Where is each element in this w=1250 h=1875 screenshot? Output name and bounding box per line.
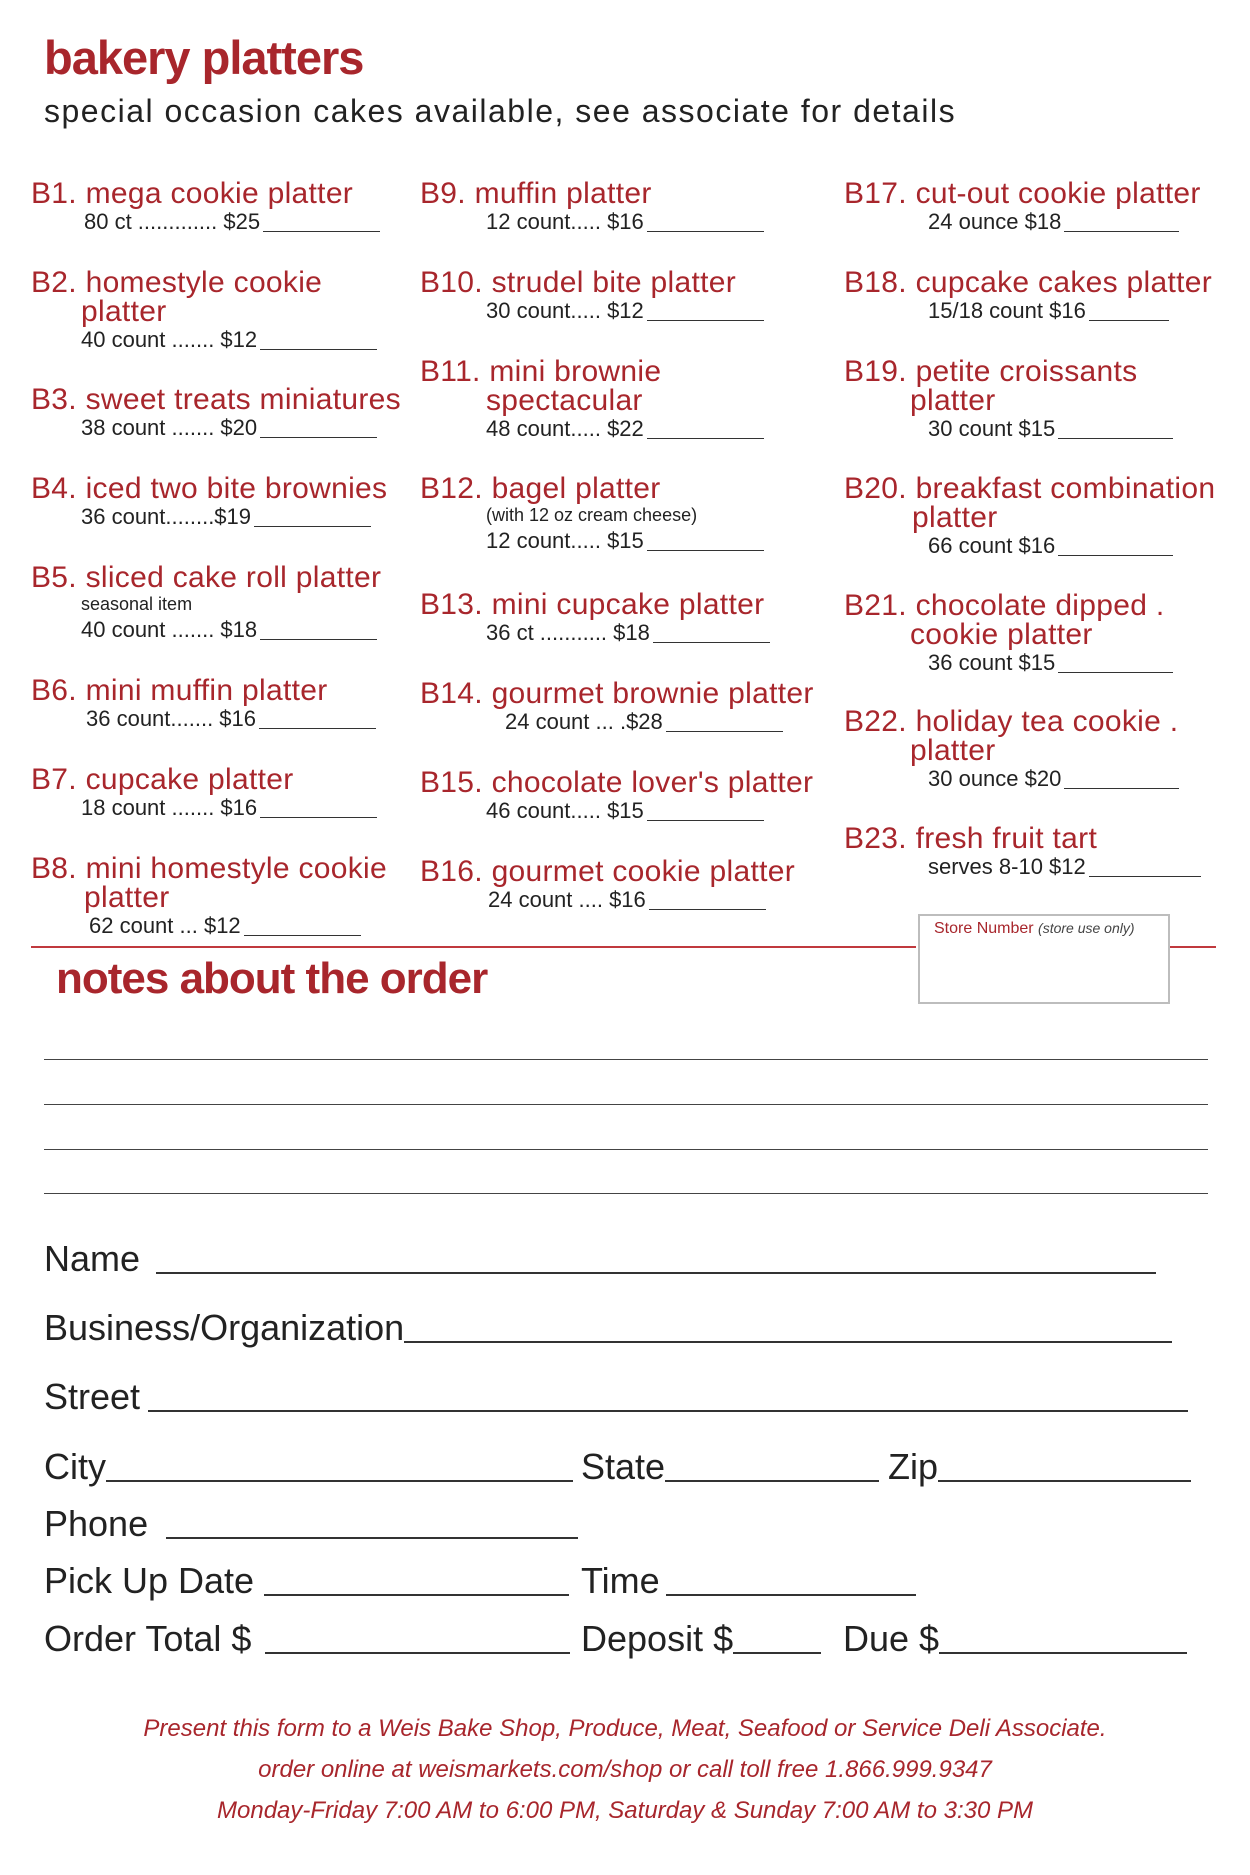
item-code: B1. bbox=[31, 177, 77, 210]
item-detail: 80 ct ............. $25 bbox=[84, 209, 261, 234]
platter-item-b6 bbox=[31, 676, 376, 733]
quantity-line[interactable] bbox=[647, 549, 764, 551]
item-label: mega cookie platter bbox=[85, 177, 354, 210]
platter-item-b13 bbox=[420, 590, 770, 647]
item-name bbox=[31, 179, 380, 208]
street-input-line[interactable] bbox=[148, 1410, 1188, 1412]
platter-item-b12 bbox=[420, 474, 764, 555]
quantity-line[interactable] bbox=[1089, 319, 1169, 321]
platter-item-b2 bbox=[31, 268, 377, 354]
item-label: cupcake cakes platter bbox=[915, 266, 1213, 299]
platter-item-b23 bbox=[844, 824, 1201, 881]
city-label: City bbox=[44, 1446, 106, 1487]
item-label: chocolate dipped . bbox=[915, 589, 1165, 622]
platter-item-b14 bbox=[420, 679, 814, 736]
pickup-date-label: Pick Up Date bbox=[44, 1560, 255, 1601]
item-code: B16. bbox=[420, 855, 483, 888]
name-field[interactable] bbox=[44, 1238, 1156, 1280]
item-code: B7. bbox=[31, 763, 77, 796]
item-code: B19. bbox=[844, 355, 907, 388]
item-label-cont: platter bbox=[912, 501, 998, 534]
name-row bbox=[44, 1232, 1187, 1280]
item-code: B2. bbox=[31, 266, 77, 299]
item-label-cont: platter bbox=[910, 384, 996, 417]
item-code: B14. bbox=[420, 677, 483, 710]
item-detail: 46 count..... $15 bbox=[486, 798, 644, 823]
platter-item-b8 bbox=[31, 854, 387, 940]
quantity-line[interactable] bbox=[653, 641, 770, 643]
state-input-line[interactable] bbox=[665, 1480, 879, 1482]
item-code: B18. bbox=[844, 266, 907, 299]
item-code: B4. bbox=[31, 472, 77, 505]
item-label: petite croissants bbox=[915, 355, 1138, 388]
phone-row bbox=[44, 1497, 1187, 1545]
item-label: mini homestyle cookie bbox=[85, 852, 387, 885]
time-field[interactable] bbox=[581, 1560, 916, 1602]
item-detail: 15/18 count $16 bbox=[928, 298, 1086, 323]
pickup-date-field[interactable] bbox=[44, 1560, 569, 1602]
pickup-row bbox=[44, 1554, 1187, 1602]
platter-item-b21 bbox=[844, 591, 1173, 677]
platter-item-b10 bbox=[420, 268, 764, 325]
quantity-line[interactable] bbox=[244, 934, 361, 936]
notes-line[interactable] bbox=[44, 1104, 1208, 1105]
quantity-line[interactable] bbox=[260, 348, 377, 350]
page-subtitle: special occasion cakes available, see associate for details bbox=[44, 93, 957, 129]
item-detail: 30 ounce $20 bbox=[928, 766, 1062, 791]
item-detail: 48 count..... $22 bbox=[486, 416, 644, 441]
platter-item-b3 bbox=[31, 385, 401, 442]
platter-item-b1 bbox=[31, 179, 380, 236]
item-code: B12. bbox=[420, 472, 483, 505]
item-code: B3. bbox=[31, 383, 77, 416]
item-label-cont: spectacular bbox=[486, 384, 643, 417]
quantity-line[interactable] bbox=[647, 819, 764, 821]
state-label: State bbox=[581, 1446, 666, 1487]
item-detail: 24 ounce $18 bbox=[928, 209, 1062, 234]
platter-item-b22 bbox=[844, 707, 1179, 793]
time-label: Time bbox=[581, 1560, 660, 1601]
quantity-line[interactable] bbox=[260, 436, 377, 438]
phone-label: Phone bbox=[44, 1503, 149, 1544]
business-label: Business/Organization bbox=[44, 1307, 405, 1348]
item-label: fresh fruit tart bbox=[915, 822, 1098, 855]
deposit-input-line[interactable] bbox=[733, 1652, 821, 1654]
item-detail: 36 ct ........... $18 bbox=[486, 620, 650, 645]
item-label-cont: platter bbox=[81, 295, 167, 328]
notes-line[interactable] bbox=[44, 1149, 1208, 1150]
state-field[interactable] bbox=[581, 1446, 879, 1488]
notes-title: notes about the order bbox=[56, 954, 488, 1003]
item-code: B6. bbox=[31, 674, 77, 707]
item-code: B5. bbox=[31, 561, 77, 594]
order-total-field[interactable] bbox=[44, 1618, 570, 1660]
platter-item-b9 bbox=[420, 179, 764, 236]
item-code: B10. bbox=[420, 266, 483, 299]
item-label: breakfast combination bbox=[915, 472, 1216, 505]
city-row bbox=[44, 1440, 1187, 1488]
item-code: B8. bbox=[31, 852, 77, 885]
name-label: Name bbox=[44, 1238, 141, 1279]
quantity-line[interactable] bbox=[1064, 230, 1179, 232]
quantity-line[interactable] bbox=[1058, 437, 1173, 439]
item-code: B15. bbox=[420, 766, 483, 799]
item-detail: 62 count ... $12 bbox=[89, 913, 241, 938]
item-detail: 30 count..... $12 bbox=[486, 298, 644, 323]
quantity-line[interactable] bbox=[647, 319, 764, 321]
item-detail: 18 count ....... $16 bbox=[81, 795, 258, 820]
platter-item-b16 bbox=[420, 857, 795, 914]
quantity-line[interactable] bbox=[1058, 554, 1173, 556]
time-input-line[interactable] bbox=[666, 1594, 916, 1596]
platter-item-b20 bbox=[844, 474, 1215, 560]
item-label: sweet treats miniatures bbox=[85, 383, 401, 416]
item-label: mini cupcake platter bbox=[491, 588, 765, 621]
item-label: cut-out cookie platter bbox=[915, 177, 1201, 210]
item-label-cont: platter bbox=[84, 881, 170, 914]
quantity-line[interactable] bbox=[259, 727, 376, 729]
item-code: B11. bbox=[420, 355, 481, 388]
quantity-line[interactable] bbox=[1064, 787, 1179, 789]
store-number-label bbox=[934, 920, 1135, 938]
item-code: B17. bbox=[844, 177, 907, 210]
item-label: gourmet brownie platter bbox=[491, 677, 814, 710]
due-input-line[interactable] bbox=[939, 1652, 1187, 1654]
zip-field[interactable] bbox=[888, 1446, 1191, 1488]
item-detail: 36 count....... $16 bbox=[86, 706, 257, 731]
deposit-label: Deposit $ bbox=[581, 1618, 734, 1659]
store-number-text: Store Number bbox=[934, 920, 1034, 937]
section-divider bbox=[1170, 946, 1216, 948]
store-number-box[interactable] bbox=[918, 914, 1170, 1004]
item-code: B22. bbox=[844, 705, 907, 738]
quantity-line[interactable] bbox=[649, 908, 766, 910]
pickup-date-input-line[interactable] bbox=[264, 1594, 569, 1596]
item-code: B23. bbox=[844, 822, 907, 855]
zip-input-line[interactable] bbox=[938, 1480, 1191, 1482]
item-note: seasonal item bbox=[81, 594, 193, 614]
item-label: cupcake platter bbox=[85, 763, 294, 796]
order-total-label: Order Total $ bbox=[44, 1618, 252, 1659]
quantity-line[interactable] bbox=[666, 730, 783, 732]
due-field[interactable] bbox=[843, 1618, 1187, 1660]
phone-field[interactable] bbox=[44, 1503, 578, 1545]
quantity-line[interactable] bbox=[260, 816, 377, 818]
phone-input-line[interactable] bbox=[166, 1537, 578, 1539]
item-detail: 66 count $16 bbox=[928, 533, 1056, 558]
item-label: strudel bite platter bbox=[491, 266, 737, 299]
city-field[interactable] bbox=[44, 1446, 573, 1488]
platter-item-b17 bbox=[844, 179, 1201, 236]
business-field[interactable] bbox=[44, 1307, 1172, 1349]
item-code: B21. bbox=[844, 589, 907, 622]
footer-line-1: Present this form to a Weis Bake Shop, Produce, Meat, Seafood or Service Deli Associate. bbox=[143, 1715, 1107, 1742]
notes-line[interactable] bbox=[44, 1059, 1208, 1060]
quantity-line[interactable] bbox=[1089, 875, 1201, 877]
item-note: (with 12 oz cream cheese) bbox=[486, 505, 698, 525]
quantity-line[interactable] bbox=[263, 230, 380, 232]
item-detail: 40 count ....... $12 bbox=[81, 327, 258, 352]
quantity-line[interactable] bbox=[1058, 671, 1173, 673]
zip-label: Zip bbox=[888, 1446, 939, 1487]
item-detail: 24 count .... $16 bbox=[488, 887, 646, 912]
business-row bbox=[44, 1301, 1187, 1349]
item-code: B9. bbox=[420, 177, 466, 210]
item-label: chocolate lover's platter bbox=[491, 766, 814, 799]
item-label: muffin platter bbox=[474, 177, 652, 210]
platter-item-b11 bbox=[420, 357, 764, 443]
page-title: bakery platters bbox=[44, 31, 364, 84]
street-field[interactable] bbox=[44, 1376, 1188, 1418]
platter-item-b18 bbox=[844, 268, 1212, 325]
deposit-field[interactable] bbox=[581, 1618, 821, 1660]
item-label: sliced cake roll platter bbox=[85, 561, 382, 594]
platter-item-b5 bbox=[31, 563, 381, 644]
item-label: gourmet cookie platter bbox=[491, 855, 795, 888]
platter-item-b19 bbox=[844, 357, 1173, 443]
item-label: mini muffin platter bbox=[85, 674, 328, 707]
footer-line-2: order online at weismarkets.com/shop or call toll free 1.866.999.9347 bbox=[258, 1756, 992, 1783]
platter-item-b7 bbox=[31, 765, 377, 822]
item-detail: 40 count ....... $18 bbox=[81, 617, 258, 642]
quantity-line[interactable] bbox=[260, 638, 377, 640]
item-label: mini brownie bbox=[489, 355, 662, 388]
item-detail: 24 count ... .$28 bbox=[505, 709, 663, 734]
section-divider bbox=[31, 946, 916, 948]
item-detail: 12 count..... $16 bbox=[486, 209, 644, 234]
item-label: iced two bite brownies bbox=[85, 472, 388, 505]
footer-line-3: Monday-Friday 7:00 AM to 6:00 PM, Saturday & Sunday 7:00 AM to 3:30 PM bbox=[217, 1797, 1033, 1824]
city-input-line[interactable] bbox=[106, 1480, 573, 1482]
item-label: homestyle cookie bbox=[85, 266, 323, 299]
item-code: B13. bbox=[420, 588, 483, 621]
notes-line[interactable] bbox=[44, 1193, 1208, 1194]
street-row bbox=[44, 1370, 1187, 1418]
item-label-cont: cookie platter bbox=[910, 618, 1093, 651]
quantity-line[interactable] bbox=[647, 437, 764, 439]
due-label: Due $ bbox=[843, 1618, 940, 1659]
quantity-line[interactable] bbox=[647, 230, 764, 232]
item-detail: 30 count $15 bbox=[928, 416, 1056, 441]
item-label-cont: platter bbox=[910, 734, 996, 767]
quantity-line[interactable] bbox=[254, 525, 371, 527]
item-detail: 36 count........$19 bbox=[81, 504, 252, 529]
total-row bbox=[44, 1612, 1187, 1660]
order-total-input-line[interactable] bbox=[265, 1652, 570, 1654]
street-label: Street bbox=[44, 1376, 141, 1417]
item-label: holiday tea cookie . bbox=[915, 705, 1179, 738]
business-input-line[interactable] bbox=[404, 1341, 1172, 1343]
store-use-note: (store use only) bbox=[1038, 920, 1135, 936]
item-detail: 38 count ....... $20 bbox=[81, 415, 258, 440]
name-input-line[interactable] bbox=[156, 1272, 1156, 1274]
item-detail: 12 count..... $15 bbox=[486, 528, 644, 553]
item-code: B20. bbox=[844, 472, 907, 505]
platter-item-b15 bbox=[420, 768, 813, 825]
platter-item-b4 bbox=[31, 474, 387, 531]
item-detail: serves 8-10 $12 bbox=[928, 854, 1086, 879]
item-detail: 36 count $15 bbox=[928, 650, 1056, 675]
item-label: bagel platter bbox=[491, 472, 661, 505]
